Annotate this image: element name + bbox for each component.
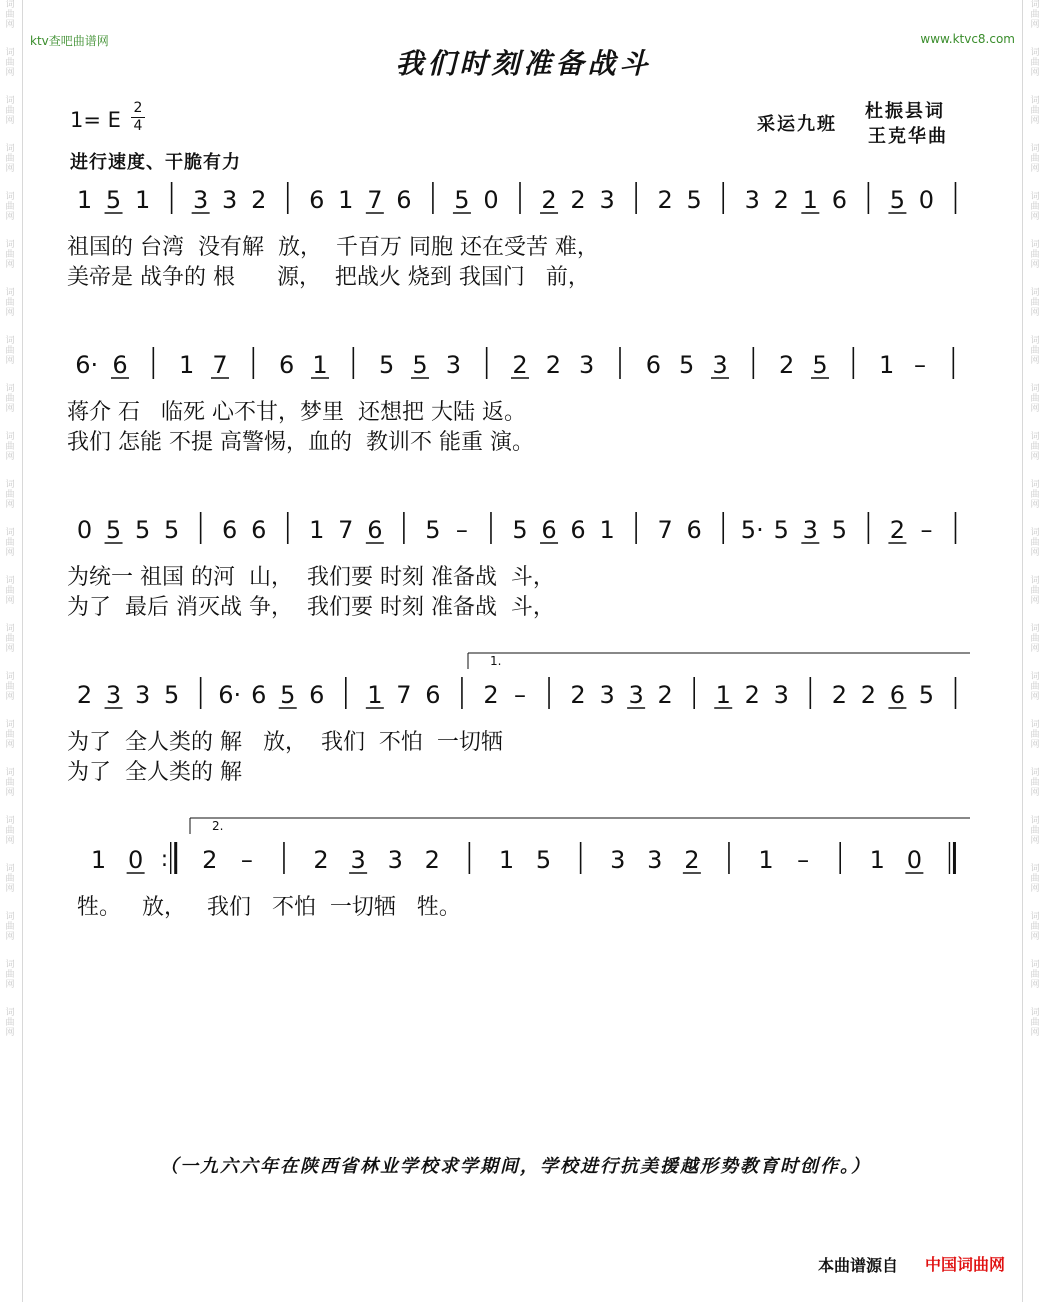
note: 1 bbox=[599, 516, 615, 544]
note: 5 bbox=[163, 681, 180, 709]
volta-label: 2. bbox=[212, 819, 224, 833]
watermark-glyph: 词曲网 bbox=[5, 48, 15, 78]
note: 2 bbox=[541, 186, 557, 214]
watermark-glyph: 词曲网 bbox=[1030, 144, 1040, 174]
note: 5 bbox=[412, 351, 428, 379]
note: 6 bbox=[309, 186, 325, 214]
watermark-glyph: 词曲网 bbox=[5, 432, 15, 462]
note: 7 bbox=[396, 681, 412, 709]
note: 5 bbox=[105, 516, 122, 544]
note: 2 bbox=[860, 681, 877, 709]
watermark-glyph: 词曲网 bbox=[1030, 528, 1040, 558]
note: 1 bbox=[309, 516, 325, 544]
note: 2 bbox=[657, 186, 673, 214]
note: 3 bbox=[773, 681, 789, 709]
note: 6 bbox=[309, 681, 325, 709]
watermark-glyph: 词曲网 bbox=[5, 288, 15, 318]
note: 2 bbox=[889, 516, 906, 544]
note: 2 bbox=[76, 681, 93, 709]
note: 2 bbox=[251, 186, 267, 214]
note: 1 bbox=[76, 186, 93, 214]
watermark-glyph: 词曲网 bbox=[5, 384, 15, 414]
note: 3 bbox=[744, 186, 760, 214]
watermark-glyph: 词曲网 bbox=[5, 912, 15, 942]
note: 5 bbox=[686, 186, 702, 214]
note: 6 bbox=[367, 516, 383, 544]
watermark-glyph: 词曲网 bbox=[5, 0, 15, 30]
note: 6· bbox=[218, 681, 242, 709]
watermark-glyph: 词曲网 bbox=[1030, 192, 1040, 222]
watermark-glyph: 词曲网 bbox=[5, 816, 15, 846]
note: 2 bbox=[684, 846, 700, 874]
note: 1 bbox=[90, 846, 107, 874]
note: 6 bbox=[112, 351, 128, 379]
note: 3 bbox=[134, 681, 151, 709]
note: 5· bbox=[740, 516, 764, 544]
note: 5 bbox=[535, 846, 552, 874]
watermark-glyph: 词曲网 bbox=[5, 624, 15, 654]
lyric-line-1: 牲。 放， 我们 不怕 一切牺 牲。 bbox=[77, 895, 461, 920]
note: 2 bbox=[512, 351, 528, 379]
note: 3 bbox=[193, 186, 209, 214]
note: 5 bbox=[831, 516, 847, 544]
source-site-link[interactable]: 中国词曲网 bbox=[925, 1255, 1006, 1274]
lyric-line-2: 为了 最后 消灭战 争， 我们要 时刻 准备战 斗， bbox=[67, 595, 555, 620]
lyric-line-2: 为了 全人类的 解 bbox=[67, 760, 242, 785]
note: 5 bbox=[425, 516, 441, 544]
lyric-line-1: 祖国的 台湾 没有解 放， 千百万 同胞 还在受苦 难， bbox=[67, 235, 599, 260]
song-title: 我们时刻准备战斗 bbox=[395, 47, 652, 80]
note: 0 bbox=[127, 846, 144, 874]
time-bottom: 4 bbox=[133, 118, 143, 134]
note: 6 bbox=[570, 516, 586, 544]
lyricist-credit: 杜振县词 bbox=[865, 101, 945, 122]
note: 2 bbox=[744, 681, 760, 709]
note: 3 bbox=[579, 351, 595, 379]
watermark-glyph: 词曲网 bbox=[1030, 912, 1040, 942]
note: 7 bbox=[657, 516, 673, 544]
note: 1 bbox=[338, 186, 354, 214]
watermark-glyph: 词曲网 bbox=[1030, 816, 1040, 846]
note: 2 bbox=[773, 186, 789, 214]
note: 5 bbox=[679, 351, 695, 379]
watermark-glyph: 词曲网 bbox=[5, 240, 15, 270]
note: 6 bbox=[425, 681, 441, 709]
watermark-glyph: 词曲网 bbox=[1030, 960, 1040, 990]
tempo-marking: 进行速度、干脆有力 bbox=[70, 152, 241, 173]
note: 0 bbox=[483, 186, 499, 214]
footnote: （一九六六年在陕西省林业学校求学期间，学校进行抗美援越形势教育时创作。） bbox=[160, 1156, 871, 1177]
site-url-right[interactable]: www.ktvc8.com bbox=[920, 32, 1015, 46]
watermark-glyph: 词曲网 bbox=[5, 864, 15, 894]
arranger-credit: 采运九班 bbox=[757, 114, 837, 135]
note: 2 bbox=[483, 681, 499, 709]
watermark-glyph: 词曲网 bbox=[1030, 336, 1040, 366]
note: 7 bbox=[212, 351, 228, 379]
key-signature: 1= E bbox=[70, 108, 121, 132]
note: 2 bbox=[657, 681, 673, 709]
watermark-glyph: 词曲网 bbox=[1030, 480, 1040, 510]
note: 2 bbox=[779, 351, 795, 379]
volta-label: 1. bbox=[490, 654, 502, 668]
watermark-glyph: 词曲网 bbox=[1030, 0, 1040, 30]
note: – bbox=[920, 516, 933, 544]
note: 1 bbox=[758, 846, 774, 874]
note: 2 bbox=[831, 681, 847, 709]
note: 6 bbox=[396, 186, 412, 214]
note: 6 bbox=[222, 516, 238, 544]
note: 1 bbox=[802, 186, 818, 214]
note: 3 bbox=[105, 681, 122, 709]
time-top: 2 bbox=[133, 100, 143, 116]
note: 5 bbox=[773, 516, 789, 544]
watermark-glyph: 词曲网 bbox=[1030, 288, 1040, 318]
note: 2 bbox=[202, 846, 218, 874]
note: – bbox=[914, 351, 926, 379]
note: 3 bbox=[647, 846, 663, 874]
note: 3 bbox=[610, 846, 626, 874]
watermark-glyph: 词曲网 bbox=[5, 528, 15, 558]
note: – bbox=[797, 846, 810, 874]
note: 5 bbox=[812, 351, 828, 379]
watermark-glyph: 词曲网 bbox=[1030, 240, 1040, 270]
note: 3 bbox=[599, 681, 615, 709]
note: 6 bbox=[251, 681, 267, 709]
note: 3 bbox=[445, 351, 461, 379]
lyric-line-2: 我们 怎能 不提 高警惕，血的 教训不 能重 演。 bbox=[67, 430, 534, 455]
watermark-glyph: 词曲网 bbox=[1030, 576, 1040, 606]
watermark-glyph: 词曲网 bbox=[1030, 672, 1040, 702]
site-name-left[interactable]: ktv查吧曲谱网 bbox=[30, 34, 109, 48]
watermark-glyph: 词曲网 bbox=[1030, 48, 1040, 78]
note: 3 bbox=[802, 516, 818, 544]
note: 2 bbox=[313, 846, 329, 874]
note: 1 bbox=[869, 846, 885, 874]
note: 6 bbox=[645, 351, 661, 379]
watermark-glyph: 词曲网 bbox=[1030, 624, 1040, 654]
watermark-glyph: 词曲网 bbox=[1030, 384, 1040, 414]
watermark-glyph: 词曲网 bbox=[1030, 432, 1040, 462]
watermark-glyph: 词曲网 bbox=[5, 1008, 15, 1038]
note: 1 bbox=[879, 351, 895, 379]
note: – bbox=[455, 516, 468, 544]
lyric-line-1: 为了 全人类的 解 放， 我们 不怕 一切牺 bbox=[67, 730, 503, 755]
note: 3 bbox=[222, 186, 238, 214]
watermark-glyph: 词曲网 bbox=[1030, 96, 1040, 126]
watermark-glyph: 词曲网 bbox=[5, 480, 15, 510]
note: 3 bbox=[387, 846, 403, 874]
lyric-line-2: 美帝是 战争的 根 源， 把战火 烧到 我国门 前， bbox=[67, 265, 590, 290]
note: 6 bbox=[541, 516, 557, 544]
note: 5 bbox=[918, 681, 935, 709]
repeat-dots: : bbox=[160, 847, 169, 872]
watermark-glyph: 词曲网 bbox=[5, 672, 15, 702]
watermark-glyph: 词曲网 bbox=[5, 96, 15, 126]
watermark-glyph: 词曲网 bbox=[1030, 768, 1040, 798]
watermark-glyph: 词曲网 bbox=[5, 336, 15, 366]
note: 3 bbox=[350, 846, 366, 874]
note: – bbox=[240, 846, 253, 874]
composer-credit: 王克华曲 bbox=[868, 126, 948, 147]
watermark-glyph: 词曲网 bbox=[5, 720, 15, 750]
note: 2 bbox=[570, 186, 586, 214]
note: 1 bbox=[367, 681, 383, 709]
watermark-glyph: 词曲网 bbox=[5, 576, 15, 606]
note: 5 bbox=[512, 516, 528, 544]
note: 3 bbox=[628, 681, 644, 709]
lyric-line-1: 蒋介 石 临死 心不甘，梦里 还想把 大陆 返。 bbox=[67, 400, 526, 425]
note: 7 bbox=[367, 186, 383, 214]
note: 0 bbox=[76, 516, 93, 544]
note: 1 bbox=[498, 846, 515, 874]
note: 5 bbox=[379, 351, 395, 379]
note: 5 bbox=[105, 186, 122, 214]
note: 5 bbox=[454, 186, 470, 214]
note: – bbox=[514, 681, 526, 709]
note: 0 bbox=[906, 846, 923, 874]
watermark-glyph: 词曲网 bbox=[1030, 864, 1040, 894]
note: 1 bbox=[179, 351, 195, 379]
note: 6 bbox=[831, 186, 847, 214]
note: 0 bbox=[918, 186, 935, 214]
watermark-glyph: 词曲网 bbox=[5, 768, 15, 798]
note: 1 bbox=[715, 681, 731, 709]
note: 5 bbox=[163, 516, 180, 544]
note: 6 bbox=[686, 516, 702, 544]
note: 2 bbox=[570, 681, 586, 709]
note: 6 bbox=[889, 681, 906, 709]
watermark-glyph: 词曲网 bbox=[5, 192, 15, 222]
watermark-glyph: 词曲网 bbox=[5, 144, 15, 174]
note: 6 bbox=[251, 516, 267, 544]
note: 1 bbox=[312, 351, 328, 379]
note: 2 bbox=[545, 351, 561, 379]
note: 5 bbox=[889, 186, 906, 214]
note: 3 bbox=[712, 351, 728, 379]
note: 2 bbox=[424, 846, 440, 874]
source-label: 本曲谱源自 bbox=[818, 1256, 899, 1275]
note: 1 bbox=[134, 186, 151, 214]
lyric-line-1: 为统一 祖国 的河 山， 我们要 时刻 准备战 斗， bbox=[67, 565, 555, 590]
note: 5 bbox=[280, 681, 296, 709]
watermark-glyph: 词曲网 bbox=[1030, 1008, 1040, 1038]
note: 6 bbox=[279, 351, 295, 379]
watermark-glyph: 词曲网 bbox=[5, 960, 15, 990]
note: 5 bbox=[134, 516, 151, 544]
note: 7 bbox=[338, 516, 354, 544]
note: 3 bbox=[599, 186, 615, 214]
note: 6· bbox=[75, 351, 99, 379]
watermark-glyph: 词曲网 bbox=[1030, 720, 1040, 750]
